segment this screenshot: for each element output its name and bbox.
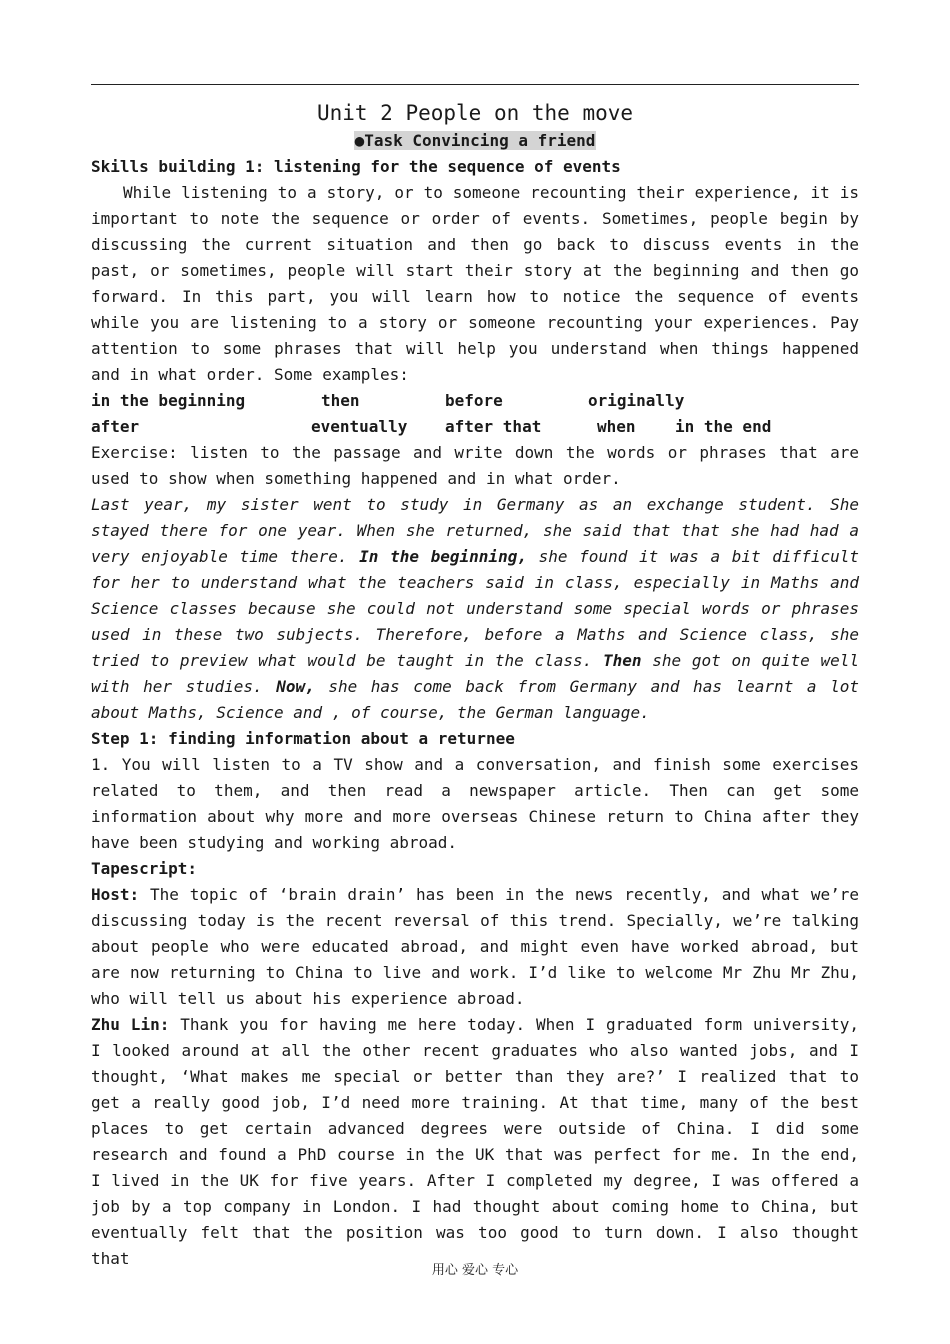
phrases-row-2 (91, 414, 859, 440)
phrase: after that (445, 417, 542, 436)
phrase: then (321, 391, 360, 410)
speaker-label: Host: (91, 885, 140, 904)
exercise-passage (91, 492, 859, 726)
passage-text: she got on quite well with her studies. (91, 651, 859, 696)
page-footer: 用心 爱心 专心 (431, 1263, 519, 1278)
task-subtitle-text: ●Task Convincing a friend (354, 131, 596, 150)
passage-keyword: Then (603, 651, 642, 670)
phrase: before (445, 391, 503, 410)
passage-keyword: In the beginning, (359, 547, 527, 566)
exercise-instruction: Exercise: listen to the passage and write down the words or phrases that are used to show when something happened and in what order. (91, 443, 859, 488)
phrase: after (91, 417, 140, 436)
skills-heading: Skills building 1: listening for the sequence of events (91, 157, 621, 176)
phrase: in the beginning (91, 391, 246, 410)
step1-heading: Step 1: finding information about a returnee (91, 729, 515, 748)
passage-text: she has come back from Germany and has learnt a lot about Maths, Science and , of course, the German language. (91, 677, 860, 722)
step1-text: 1. You will listen to a TV show and a conversation, and finish some exercises related to them, and then read a newspaper article. Then can get some information about why more and more overseas Chinese return to China after they have been studying and working abroad. (91, 755, 859, 852)
skills-paragraph: While listening to a story, or to someone recounting their experience, it is important to note the sequence or order of events. Sometimes, people begin by discussing the current situation and then go back to discuss events in the past, or sometimes, people will start their story at the beginning and then go forward. In this part, you will learn how to notice the sequence of events while you are listening to a story or someone recounting your experiences. Pay attention to some phrases that will help you understand when things happened and in what order. Some examples: (91, 183, 859, 384)
phrase: when (597, 417, 636, 436)
speaker-label: Zhu Lin: (91, 1015, 170, 1034)
phrase: in the end (675, 417, 772, 436)
host-paragraph (91, 882, 859, 1012)
tapescript-heading: Tapescript: (91, 859, 197, 878)
header-rule (91, 84, 859, 85)
speaker-text: The topic of ‘brain drain’ has been in the news recently, and what we’re discussing today is the recent reversal of this trend. Specially, we’re talking about people who were educated abroad, and might even have worked abroad, but are now returning to China to live and work. I’d like to welcome Mr Zhu Mr Zhu, who will tell us about his experience abroad. (91, 885, 859, 1008)
phrase: originally (588, 391, 685, 410)
passage-text: Last year, my sister went to study in Germany as an exchange student. She stayed there for one year. When she returned, she said that that she had had a very enjoyable time there. (91, 495, 859, 566)
document-body (91, 98, 859, 1272)
passage-keyword: Now, (276, 677, 315, 696)
phrases-row-1 (91, 388, 859, 414)
page-title: Unit 2 People on the move (316, 101, 634, 125)
zhu-paragraph (91, 1012, 859, 1272)
passage-text: she found it was a bit difficult for her to understand what the teachers said in class, especially in Maths and Science classes because she could not understand some special words or phrases used in these two subjects. Therefore, before a Maths and Science class, she tried to preview what would be taught in the class. (91, 547, 859, 670)
phrase: eventually (311, 417, 408, 436)
speaker-text: Thank you for having me here today. When I graduated form university, I looked around at all the other recent graduates who also wanted jobs, and I thought, ‘What makes me special or better than they are?’ I realized that to get a really good job, I’d need more training. At that time, many of the best places to get certain advanced degrees were outside of China. I did some research and found a PhD course in the UK that was perfect for me. In the end, I lived in the UK for five years. After I completed my degree, I was offered a job by a top company in London. I had thought about coming home to China, but eventually felt that the position was too good to turn down. I also thought that (91, 1015, 860, 1268)
task-subtitle (91, 128, 859, 154)
